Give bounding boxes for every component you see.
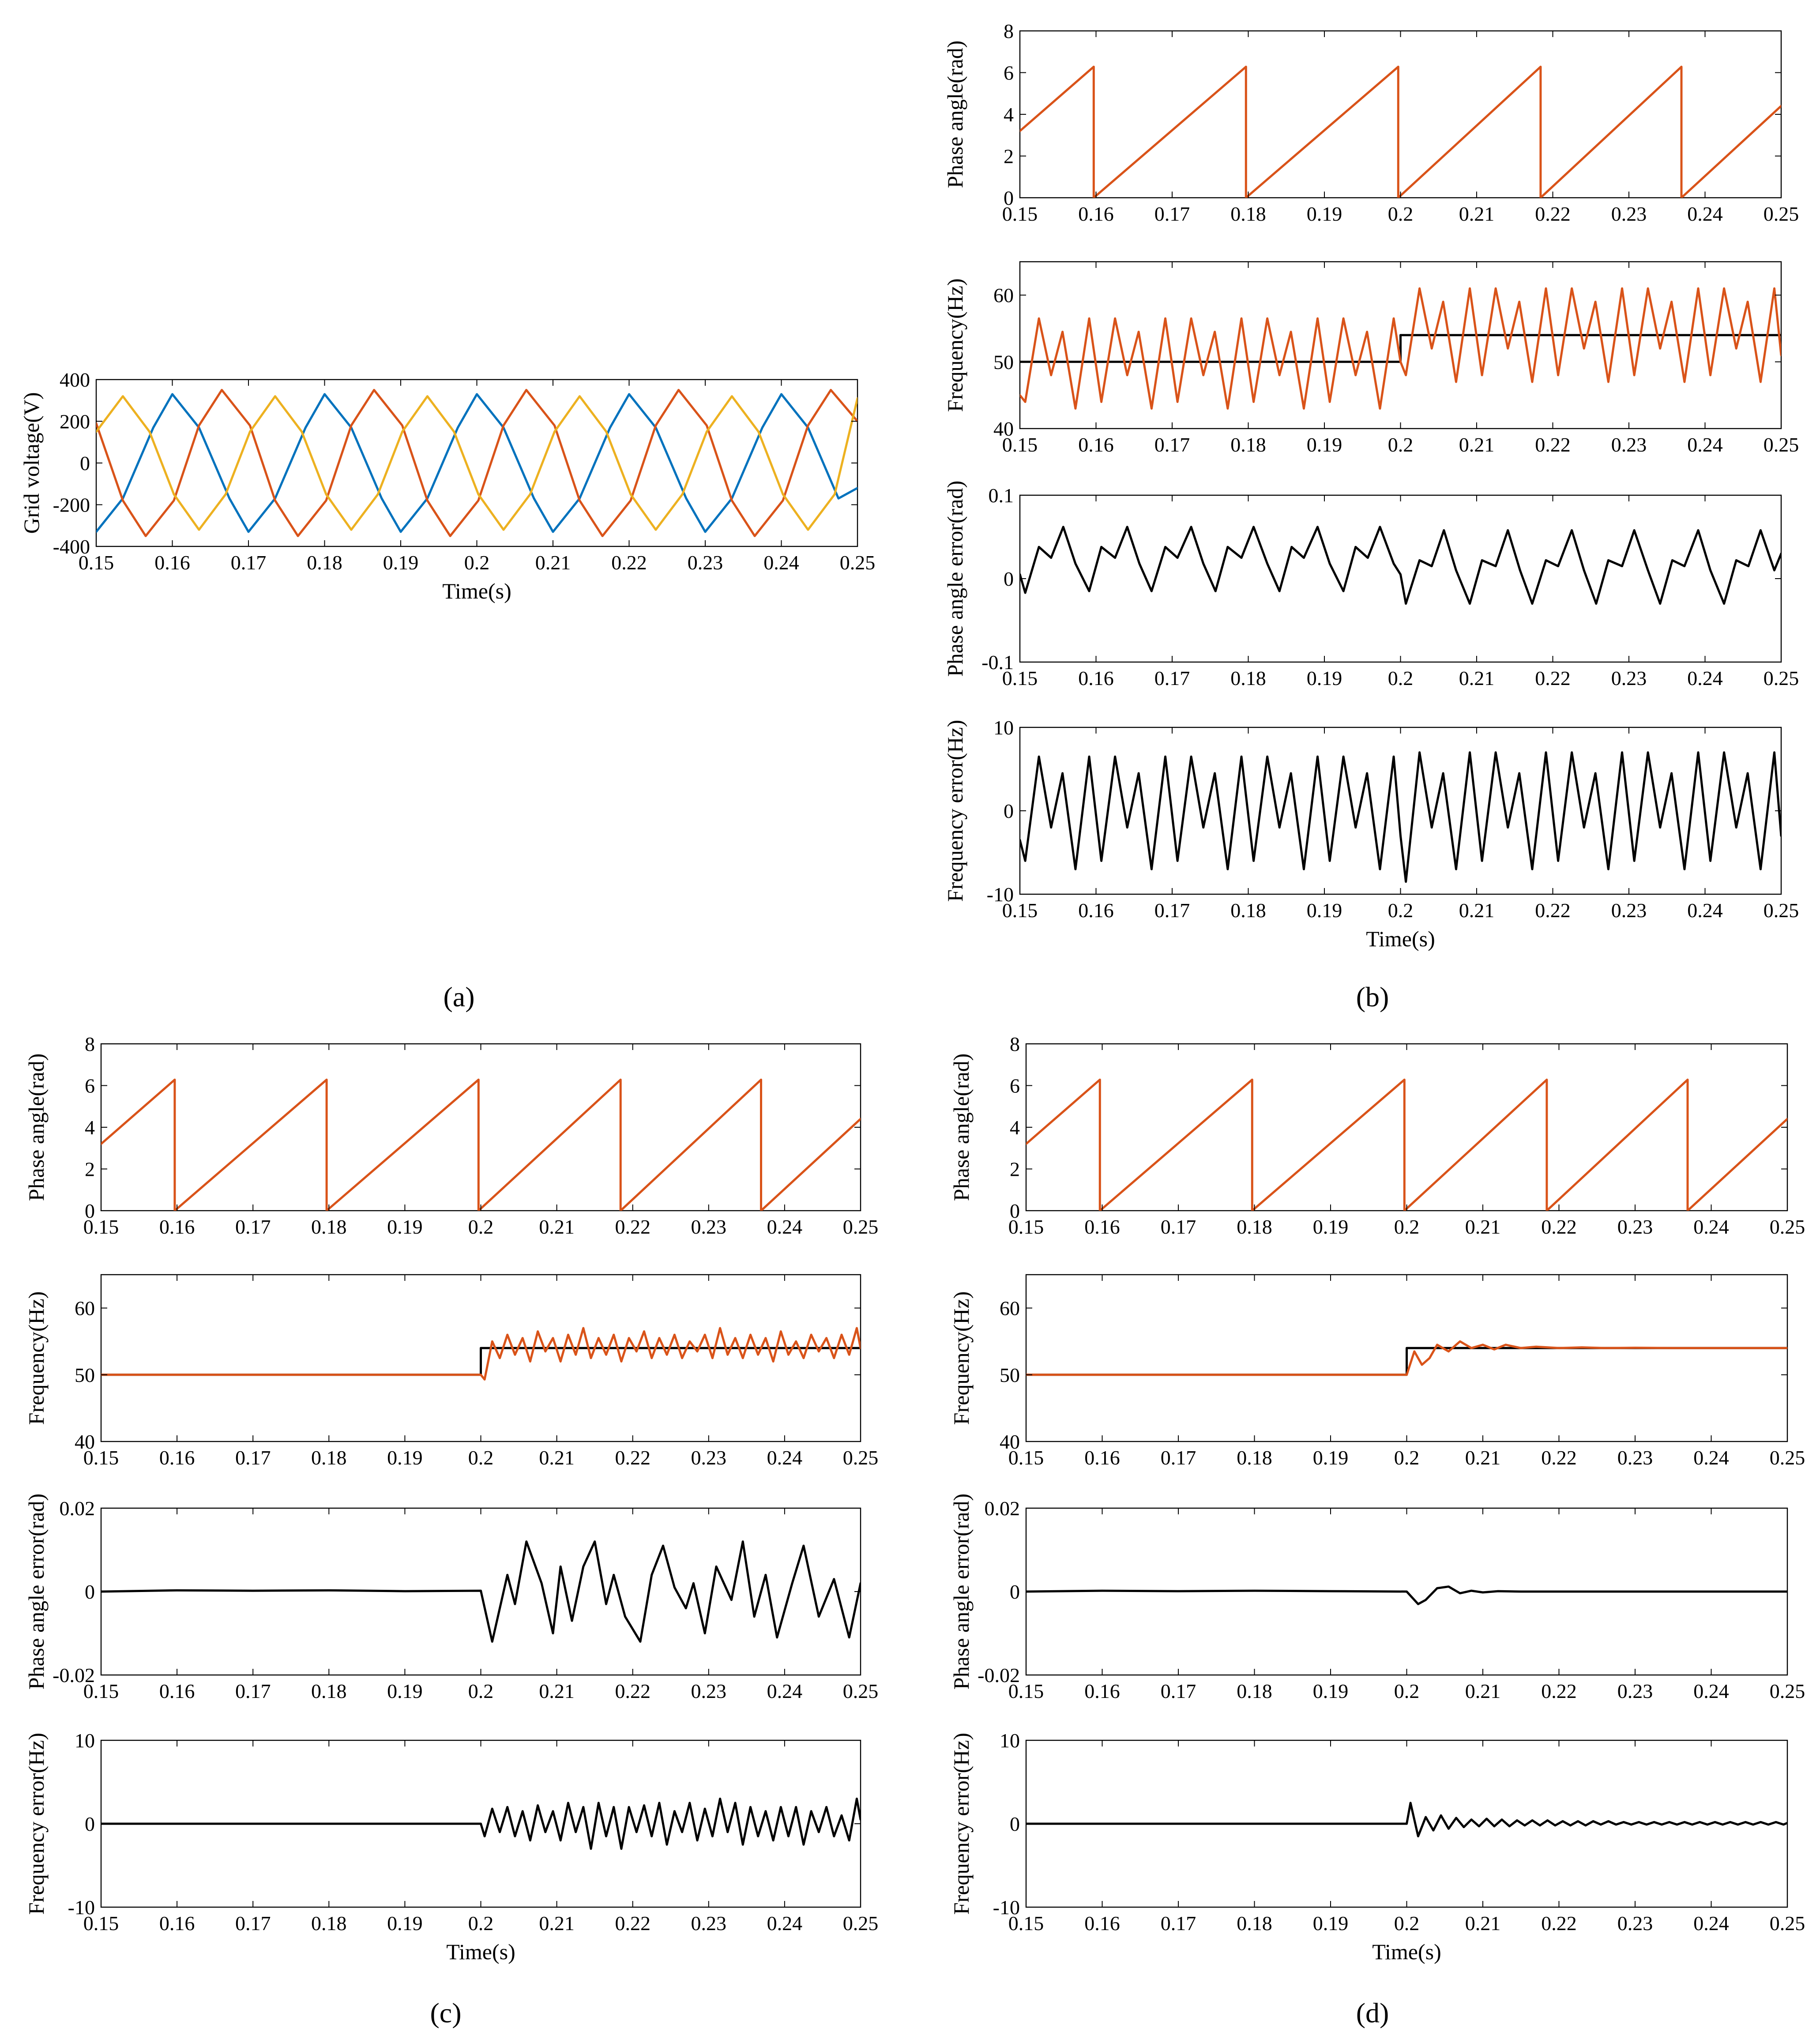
panel-c-sub1-ytick-label: 8 [85,1033,95,1055]
panel-c-sub3-xtick-label: 0.23 [691,1680,727,1702]
panel-c-sub3-xtick-label: 0.17 [235,1680,271,1702]
panel-d-sub2-xtick-label: 0.19 [1312,1446,1349,1469]
panel-c-sub2-xtick-label: 0.24 [767,1446,803,1469]
panel-c-sub1-ytick-label: 6 [85,1074,95,1097]
panel-b-sub1-ytick-label: 0 [1004,187,1014,209]
panel-d-sub4-xtick-label: 0.17 [1160,1912,1196,1935]
panel-b-sub4-frame [1020,727,1781,894]
panel-c-sub1-ylabel: Phase angle(rad) [24,1053,49,1201]
panel-d-sub3-xtick-label: 0.25 [1769,1680,1805,1702]
panel-b-sub4-ytick-label: 10 [993,716,1014,739]
panel-b-sub3-ytick-label: 0 [1004,568,1014,590]
panel-c-sub3-ytick-label: 0.02 [59,1497,95,1520]
panel-b-sub4-xtick-label: 0.17 [1154,899,1190,922]
panel-b-sub4-xtick-label: 0.21 [1459,899,1495,922]
panel-b-sub1-xtick-label: 0.23 [1611,203,1647,225]
panel-b-sub1-xtick-label: 0.18 [1230,203,1266,225]
panel-c-sub1-xtick-label: 0.15 [83,1216,119,1238]
panel-c-sub2-xtick-label: 0.2 [468,1446,494,1469]
panel-d-sub1-ytick-label: 2 [1010,1158,1020,1181]
panel-b-sub2-xtick-label: 0.15 [1002,433,1038,456]
panel-a-xtick-label: 0.18 [307,551,342,574]
panel-d-sub2-ylabel: Frequency(Hz) [949,1291,974,1425]
panel-c-sub1-xtick-label: 0.18 [311,1216,347,1238]
panel-d-sub1-xtick-label: 0.16 [1084,1216,1120,1238]
panel-b-sub3-ylabel: Phase angle error(rad) [943,480,967,677]
panel-d-sub3-xtick-label: 0.18 [1237,1680,1272,1702]
panel-d-sub1-ytick-label: 6 [1010,1074,1020,1097]
panel-d-sub3-ytick-label: 0.02 [984,1497,1020,1520]
panel-b-sub2-xtick-label: 0.21 [1459,433,1495,456]
panel-d-sub2-xtick-label: 0.17 [1160,1446,1196,1469]
panel-b-sub3-xtick-label: 0.18 [1230,667,1266,689]
panel-b-sub1-xtick-label: 0.24 [1687,203,1723,225]
panel-c-sub4-ytick-label: 0 [85,1813,95,1835]
panel-b-sub2-xtick-label: 0.22 [1535,433,1571,456]
panel-c-sub2-xtick-label: 0.18 [311,1446,347,1469]
panel-c-sub2-xtick-label: 0.17 [235,1446,271,1469]
panel-d-sub1-ylabel: Phase angle(rad) [949,1053,974,1201]
panel-a-xlabel: Time(s) [442,579,511,603]
panel-d-sub2-ytick-label: 40 [1000,1430,1020,1453]
panel-a-ytick-label: 200 [60,410,90,433]
panel-b-sub2-xtick-label: 0.18 [1230,433,1266,456]
panel-b-sub3-xtick-label: 0.24 [1687,667,1723,689]
panel-b-sub2-ylabel: Frequency(Hz) [943,278,967,412]
panel-b-sub4-xtick-label: 0.2 [1388,899,1414,922]
panel-c-sub2-xtick-label: 0.22 [615,1446,651,1469]
panel-c-sub2-xtick-label: 0.16 [159,1446,195,1469]
panel-c-sub2-xtick-label: 0.25 [842,1446,879,1469]
panel-c-sub1-ytick-label: 0 [85,1200,95,1222]
panel-b-sub2-ytick-label: 60 [993,284,1014,307]
panel-d-sub2-xtick-label: 0.21 [1465,1446,1501,1469]
panel-label-c: (c) [430,1997,462,2029]
panel-d-sub3-xtick-label: 0.17 [1160,1680,1196,1702]
panel-b-sub1-xtick-label: 0.2 [1388,203,1414,225]
panel-label-b: (b) [1356,981,1389,1012]
panel-d-sub3-ylabel: Phase angle error(rad) [949,1493,974,1690]
panel-d-sub1-ytick-label: 4 [1010,1116,1020,1139]
panel-d-sub1-frame [1026,1044,1787,1211]
panel-b-sub3-xtick-label: 0.22 [1535,667,1571,689]
panel-d-sub1-xtick-label: 0.2 [1394,1216,1420,1238]
panel-a-ytick-label: -400 [53,535,90,558]
panel-b-sub1-xtick-label: 0.17 [1154,203,1190,225]
panel-d-sub1-xtick-label: 0.18 [1237,1216,1272,1238]
panel-b-sub1-ytick-label: 2 [1004,145,1014,168]
panel-c-sub3-ylabel: Phase angle error(rad) [24,1493,49,1690]
panel-b-sub3-xtick-label: 0.15 [1002,667,1038,689]
panel-b-sub1-xtick-label: 0.21 [1459,203,1495,225]
panel-a-xtick-label: 0.2 [464,551,490,574]
panel-d-sub2-xtick-label: 0.18 [1237,1446,1272,1469]
panel-d-sub2-xtick-label: 0.2 [1394,1446,1420,1469]
panel-a-xtick-label: 0.25 [839,551,876,574]
panel-c-sub4-xtick-label: 0.17 [235,1912,271,1935]
panel-c-sub4-xtick-label: 0.23 [691,1912,727,1935]
panel-b-sub2-xtick-label: 0.2 [1388,433,1414,456]
panel-b-sub3-ytick-label: -0.1 [981,651,1014,674]
panel-c-sub3-xtick-label: 0.16 [159,1680,195,1702]
panel-d-sub4-xtick-label: 0.25 [1769,1912,1805,1935]
panel-b-sub1-frame [1020,31,1781,198]
panel-d-sub1-ytick-label: 8 [1010,1033,1020,1055]
panel-c-sub1-xtick-label: 0.24 [767,1216,803,1238]
panel-d-sub1-ytick-label: 0 [1010,1200,1020,1222]
panel-d-sub2-ytick-label: 50 [1000,1363,1020,1386]
panel-b-sub4-ylabel: Frequency error(Hz) [943,719,967,902]
panel-c-sub2-xtick-label: 0.21 [539,1446,575,1469]
panel-c-sub3-xtick-label: 0.15 [83,1680,119,1702]
panel-d-sub4-xtick-label: 0.15 [1008,1912,1044,1935]
panel-d-sub2-xtick-label: 0.16 [1084,1446,1120,1469]
panel-b-sub2-xtick-label: 0.24 [1687,433,1723,456]
panel-a-xtick-label: 0.15 [78,551,114,574]
panel-c-sub4-xtick-label: 0.24 [767,1912,803,1935]
panel-b-sub2-xtick-label: 0.17 [1154,433,1190,456]
panel-b-sub3-ytick-label: 0.1 [988,484,1014,507]
panel-d-sub3-ytick-label: 0 [1010,1581,1020,1603]
panel-b-sub2-xtick-label: 0.23 [1611,433,1647,456]
panel-d-sub1-xtick-label: 0.21 [1465,1216,1501,1238]
panel-b-sub1-xtick-label: 0.15 [1002,203,1038,225]
panel-c-sub1-xtick-label: 0.19 [387,1216,423,1238]
panel-b-sub4-ytick-label: 0 [1004,800,1014,822]
panel-b-sub1-xtick-label: 0.22 [1535,203,1571,225]
panel-c-sub3-xtick-label: 0.2 [468,1680,494,1702]
panel-d-sub1-xtick-label: 0.24 [1693,1216,1729,1238]
panel-c-sub2-ytick-label: 40 [75,1430,95,1453]
panel-b-sub1-xtick-label: 0.19 [1306,203,1342,225]
panel-c-sub2-xtick-label: 0.23 [691,1446,727,1469]
panel-b-sub4-ytick-label: -10 [986,883,1014,906]
panel-c-sub2-xtick-label: 0.15 [83,1446,119,1469]
panel-a-ylabel: Grid voltage(V) [19,392,44,534]
panel-a-xtick-label: 0.21 [535,551,571,574]
panel-d-sub3-xtick-label: 0.16 [1084,1680,1120,1702]
panel-b-sub2-ytick-label: 50 [993,350,1014,373]
panel-d-sub3-ytick-label: -0.02 [978,1664,1020,1686]
panel-b-sub2-xtick-label: 0.16 [1078,433,1114,456]
panel-d-sub3-xtick-label: 0.23 [1617,1680,1653,1702]
panel-d-sub4-xlabel: Time(s) [1372,1939,1441,1964]
panel-d-sub4-ytick-label: 0 [1010,1813,1020,1835]
panel-b-sub4-xtick-label: 0.19 [1306,899,1342,922]
panel-a-xtick-label: 0.22 [611,551,647,574]
panel-d-sub4-ytick-label: 10 [1000,1729,1020,1752]
panel-c-sub2-ytick-label: 60 [75,1297,95,1320]
panel-d-sub1-xtick-label: 0.23 [1617,1216,1653,1238]
panel-b-sub4-xtick-label: 0.22 [1535,899,1571,922]
panel-d-sub3-axes [949,1494,1805,1702]
panel-c-sub4-xtick-label: 0.21 [539,1912,575,1935]
panel-c-sub4-xtick-label: 0.25 [842,1912,879,1935]
panel-c-sub3-xtick-label: 0.19 [387,1680,423,1702]
panel-b-sub3-xtick-label: 0.2 [1388,667,1414,689]
panel-b-sub1-xtick-label: 0.16 [1078,203,1114,225]
panel-c-sub1-xtick-label: 0.2 [468,1216,494,1238]
panel-c-sub4-xtick-label: 0.22 [615,1912,651,1935]
panel-b-sub4-xtick-label: 0.25 [1763,899,1799,922]
panel-d-sub4-ylabel: Frequency error(Hz) [949,1732,974,1915]
panel-b-sub4-xtick-label: 0.15 [1002,899,1038,922]
panel-c-sub1-xtick-label: 0.25 [842,1216,879,1238]
panel-d-sub3-xtick-label: 0.19 [1312,1680,1349,1702]
panel-d-sub2-xtick-label: 0.15 [1008,1446,1044,1469]
panel-c-sub1-frame [101,1044,861,1211]
panel-c-sub4-ytick-label: 10 [75,1729,95,1752]
panel-b-sub4-xlabel: Time(s) [1366,926,1435,951]
panel-d-sub4-xtick-label: 0.19 [1312,1912,1349,1935]
panel-c-sub4-xtick-label: 0.18 [311,1912,347,1935]
panel-c-sub2-ylabel: Frequency(Hz) [24,1291,49,1425]
panel-a-ytick-label: 0 [80,452,90,474]
panel-d-sub3-xtick-label: 0.15 [1008,1680,1044,1702]
panel-c-sub3-ytick-label: -0.02 [53,1664,95,1686]
panel-b-sub4-xtick-label: 0.23 [1611,899,1647,922]
panel-d-sub4-ytick-label: -10 [993,1896,1020,1919]
panel-b-sub1-xtick-label: 0.25 [1763,203,1799,225]
panel-b-sub3-xtick-label: 0.21 [1459,667,1495,689]
panel-c-sub1-ytick-label: 2 [85,1158,95,1181]
panel-d-sub2-xtick-label: 0.25 [1769,1446,1805,1469]
panel-c-sub3-xtick-label: 0.22 [615,1680,651,1702]
panel-c-sub4-xtick-label: 0.15 [83,1912,119,1935]
panel-d-sub3-xtick-label: 0.2 [1394,1680,1420,1702]
panel-b-sub1-axes [943,20,1799,225]
panel-c-sub3-xtick-label: 0.24 [767,1680,803,1702]
panel-b-sub3-xtick-label: 0.23 [1611,667,1647,689]
panel-b-sub2-ytick-label: 40 [993,418,1014,440]
panel-a-xtick-label: 0.23 [687,551,723,574]
panel-c-sub2-xtick-label: 0.19 [387,1446,423,1469]
panel-d-sub4-xtick-label: 0.21 [1465,1912,1501,1935]
panel-a-xtick-label: 0.16 [154,551,190,574]
panel-c-sub3-ytick-label: 0 [85,1581,95,1603]
panel-d-sub1-xtick-label: 0.19 [1312,1216,1349,1238]
panel-c-sub1-ytick-label: 4 [85,1116,95,1139]
panel-c-sub1-xtick-label: 0.16 [159,1216,195,1238]
panel-d-sub3-xtick-label: 0.22 [1541,1680,1577,1702]
panel-d-sub4-xtick-label: 0.2 [1394,1912,1420,1935]
panel-d-sub1-xtick-label: 0.22 [1541,1216,1577,1238]
panel-c-sub4-xtick-label: 0.19 [387,1912,423,1935]
panel-d-sub4-xtick-label: 0.23 [1617,1912,1653,1935]
panel-b-sub1-ytick-label: 4 [1004,103,1014,126]
panel-d-sub1-xtick-label: 0.17 [1160,1216,1196,1238]
panel-d-sub2-xtick-label: 0.23 [1617,1446,1653,1469]
panel-label-a: (a) [443,981,475,1012]
panel-a-ytick-label: 400 [60,369,90,391]
panel-a-xtick-label: 0.24 [763,551,799,574]
panel-b-sub1-ytick-label: 8 [1004,20,1014,42]
panel-b-sub3-xtick-label: 0.17 [1154,667,1190,689]
panel-c-sub4-xtick-label: 0.16 [159,1912,195,1935]
panel-d-sub4-xtick-label: 0.24 [1693,1912,1729,1935]
panel-c-sub2-ytick-label: 50 [75,1363,95,1386]
panel-b-sub3-axes [943,481,1799,689]
panel-a-frame [96,380,857,546]
panel-c-sub4-xtick-label: 0.2 [468,1912,494,1935]
panel-d-sub2-xtick-label: 0.24 [1693,1446,1729,1469]
panel-b-sub2-xtick-label: 0.19 [1306,433,1342,456]
panel-b-sub2-axes [943,262,1799,456]
panel-c-sub1-xtick-label: 0.17 [235,1216,271,1238]
panel-d-sub3-xtick-label: 0.21 [1465,1680,1501,1702]
panel-c-sub4-ylabel: Frequency error(Hz) [24,1732,49,1915]
panel-a-xtick-label: 0.17 [230,551,267,574]
panel-b-sub3-xtick-label: 0.16 [1078,667,1114,689]
panel-b-sub3-xtick-label: 0.19 [1306,667,1342,689]
panel-b-sub4-xtick-label: 0.24 [1687,899,1723,922]
panel-d-sub4-xtick-label: 0.18 [1237,1912,1272,1935]
panel-b-sub2-xtick-label: 0.25 [1763,433,1799,456]
panel-c-sub1-xtick-label: 0.22 [615,1216,651,1238]
panel-c-sub1-xtick-label: 0.23 [691,1216,727,1238]
panel-label-d: (d) [1356,1997,1389,2029]
panel-c-sub3-xtick-label: 0.25 [842,1680,879,1702]
panel-d-sub2-ytick-label: 60 [1000,1297,1020,1320]
panel-d-sub4-xtick-label: 0.16 [1084,1912,1120,1935]
panel-b-sub1-ylabel: Phase angle(rad) [943,40,967,188]
panel-d-sub4-xtick-label: 0.22 [1541,1912,1577,1935]
panel-c-sub3-axes [24,1494,878,1702]
panel-b-sub4-xtick-label: 0.18 [1230,899,1266,922]
panel-d-sub3-xtick-label: 0.24 [1693,1680,1729,1702]
panel-b-sub4-xtick-label: 0.16 [1078,899,1114,922]
panel-d-sub2-axes [949,1275,1805,1469]
panel-d-sub2-xtick-label: 0.22 [1541,1446,1577,1469]
panel-c-sub2-axes [24,1275,878,1469]
panel-a-xtick-label: 0.19 [383,551,419,574]
panel-a-ytick-label: -200 [53,493,90,516]
panel-d-sub1-axes [949,1033,1805,1238]
panel-b-sub1-ytick-label: 6 [1004,61,1014,84]
panel-c-sub3-xtick-label: 0.21 [539,1680,575,1702]
panel-d-sub1-xtick-label: 0.25 [1769,1216,1805,1238]
panel-c-sub1-axes [24,1033,878,1238]
panel-d-sub1-xtick-label: 0.15 [1008,1216,1044,1238]
panel-b-sub3-xtick-label: 0.25 [1763,667,1799,689]
panel-c-sub4-xlabel: Time(s) [446,1939,515,1964]
panel-c-sub1-xtick-label: 0.21 [539,1216,575,1238]
panel-c-sub3-xtick-label: 0.18 [311,1680,347,1702]
panel-c-sub4-ytick-label: -10 [68,1896,95,1919]
